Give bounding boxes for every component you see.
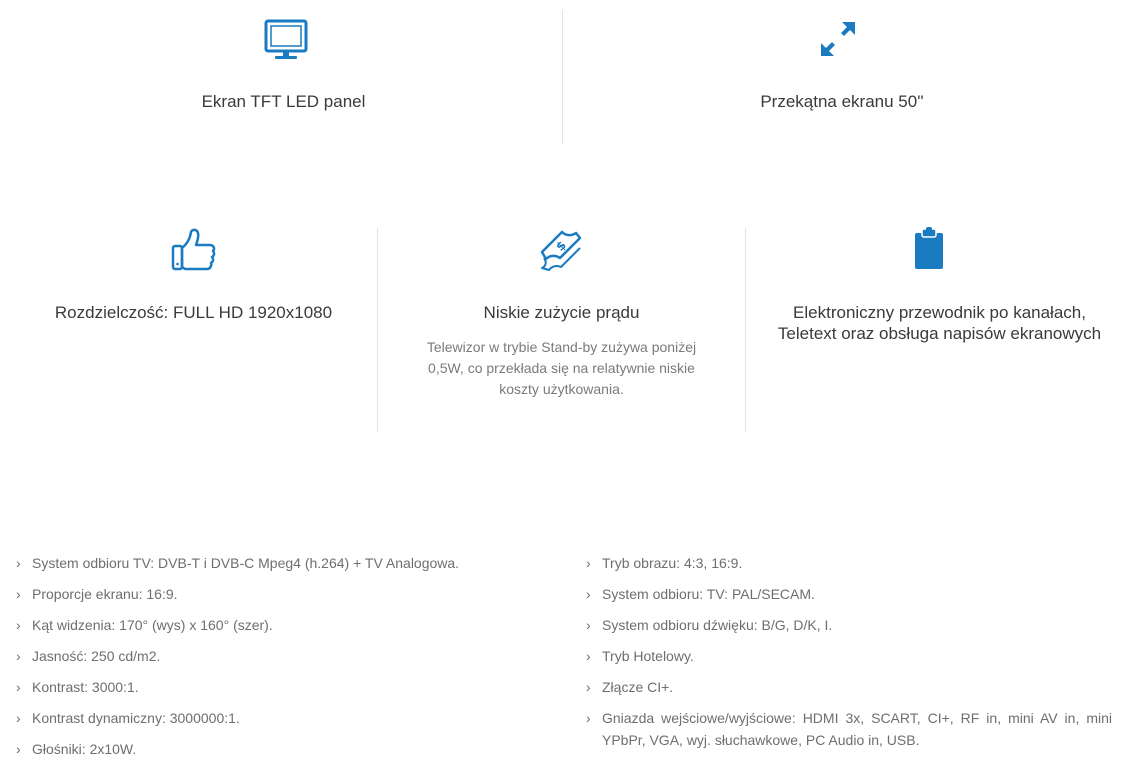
feature-epg xyxy=(746,200,1133,440)
expand-arrows-icon xyxy=(819,20,857,58)
list-item xyxy=(586,707,1112,751)
list-item xyxy=(16,707,556,729)
feature-screen-diagonal xyxy=(563,0,1133,150)
spec-text: Kontrast: 3000:1. xyxy=(32,679,139,695)
spec-text: Głośniki: 2x10W. xyxy=(32,741,137,757)
feature-title: Przekątna ekranu 50'' xyxy=(760,92,924,111)
list-item xyxy=(16,583,556,605)
list-item xyxy=(586,583,1112,605)
list-item xyxy=(16,738,556,760)
spec-text: System odbioru TV: DVB-T i DVB-C Mpeg4 (h.264) + TV Analogowa. xyxy=(32,555,460,571)
monitor-icon xyxy=(264,19,308,61)
chevron-right-icon: › xyxy=(586,679,591,695)
spec-list-right xyxy=(586,552,1112,751)
list-item xyxy=(586,552,1112,574)
feature-title: Niskie zużycie prądu xyxy=(483,303,640,322)
feature-description: Telewizor w trybie Stand-by zużywa poniżej 0,5W, co przekłada się na relatywnie niskie koszty użytkowania. xyxy=(426,339,697,397)
spec-text: System odbioru: TV: PAL/SECAM. xyxy=(602,586,815,602)
chevron-right-icon: › xyxy=(586,710,591,726)
spec-text: Kontrast dynamiczny: 3000000:1. xyxy=(32,710,240,726)
list-item xyxy=(16,645,556,667)
feature-title: Ekran TFT LED panel xyxy=(201,92,366,111)
list-item xyxy=(16,614,556,636)
list-item xyxy=(16,552,556,574)
spec-list-left xyxy=(16,552,556,760)
spec-text: System odbioru dźwięku: B/G, D/K, I. xyxy=(602,617,833,633)
chevron-right-icon: › xyxy=(16,648,21,664)
svg-text:$: $ xyxy=(553,238,569,254)
chevron-right-icon: › xyxy=(586,648,591,664)
thumbs-up-icon xyxy=(171,228,217,272)
chevron-right-icon: › xyxy=(16,555,21,571)
spec-text: Jasność: 250 cd/m2. xyxy=(32,648,161,664)
feature-power xyxy=(378,200,745,440)
list-item xyxy=(586,614,1112,636)
spec-text: Proporcje ekranu: 16:9. xyxy=(32,586,178,602)
feature-title: Rozdzielczość: FULL HD 1920x1080 xyxy=(54,303,333,322)
chevron-right-icon: › xyxy=(586,617,591,633)
chevron-right-icon: › xyxy=(16,586,21,602)
chevron-right-icon: › xyxy=(16,741,21,757)
spec-text: Kąt widzenia: 170° (wys) x 160° (szer). xyxy=(32,617,273,633)
chevron-right-icon: › xyxy=(16,617,21,633)
list-item xyxy=(586,645,1112,667)
spec-text: Gniazda wejściowe/wyjściowe: HDMI 3x, SCART, CI+, RF in, mini AV in, mini YPbPr, VGA, wyj. słuchawkowe, PC Audio in, USB. xyxy=(602,710,1112,748)
spec-text: Złącze CI+. xyxy=(602,679,674,695)
chevron-right-icon: › xyxy=(586,555,591,571)
money-bill-icon xyxy=(538,228,584,272)
list-item xyxy=(586,676,1112,698)
list-item xyxy=(16,676,556,698)
chevron-right-icon: › xyxy=(16,679,21,695)
chevron-right-icon: › xyxy=(586,586,591,602)
feature-title: Elektroniczny przewodnik po kanałach, Teletext oraz obsługa napisów ekranowych xyxy=(777,303,1102,343)
chevron-right-icon: › xyxy=(16,710,21,726)
spec-text: Tryb Hotelowy. xyxy=(602,648,694,664)
spec-text: Tryb obrazu: 4:3, 16:9. xyxy=(602,555,743,571)
feature-resolution xyxy=(0,200,377,440)
feature-screen-panel xyxy=(0,0,562,150)
clipboard-icon xyxy=(913,227,945,271)
